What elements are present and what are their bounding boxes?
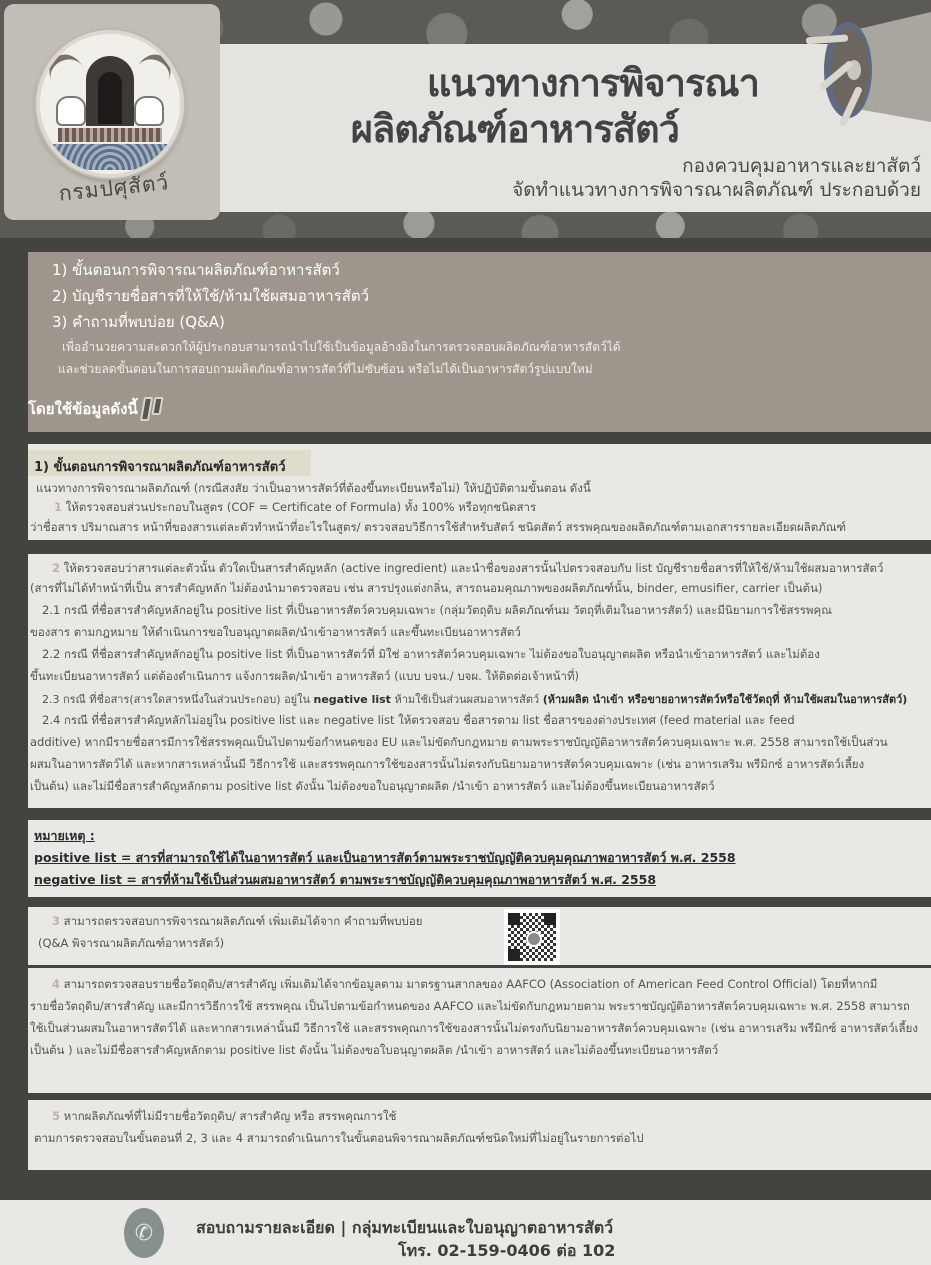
header-banner [0,0,931,238]
intro-description-line-2: และช่วยลดขั้นตอนในการสอบถามผลิตภัณฑ์อาหารสัตว์ที่ไม่ซับซ้อน หรือไม่ได้เป็นอาหารสัตว์รูปแบบใหม่ [58,362,593,376]
negative-list-definition: negative list = สารที่ห้ามใช้เป็นส่วนผสมอาหารสัตว์ ตามพระราชบัญญัติควบคุมคุณภาพอาหารสัตว์ พ.ศ. 2558 [34,872,657,887]
step-number: 3 [52,914,61,928]
step-4-line-2: รายชื่อวัตถุดิบ/สารสำคัญ และมีการวิธีการใช้ สรรพคุณ เป็นไปตามข้อกำหนดของ AAFCO และไม่ขัดกับกฎหมายตาม พระราชบัญญัติอาหารสัตว์ควบคุมเฉพาะ พ.ศ. 2558 สามารถ [30,999,910,1013]
case-2-3-mid: ห้ามใช้เป็นส่วนผสมอาหารสัตว์ [394,693,540,706]
note-label: หมายเหตุ : [34,828,95,843]
step-4-line-3: ใช้เป็นส่วนผสมในอาหารสัตว์ได้ และหากสารเหล่านั้นมี วิธีการใช้ และสรรพคุณการใช้ของสารนั้นไม่ตรงกับนิยามอาหารสัตว์ควบคุมเฉพาะ (เช่น อาหารเสริม พรีมิกซ์ อาหารสัตว์เลี้ยง [30,1021,918,1035]
case-2-2-line-1: 2.2 กรณี ที่ชื่อสารสำคัญหลักอยู่ใน positive list ที่เป็นอาหารสัตว์ที่ มิใช่ อาหารสัตว์ควบคุมเฉพาะ ไม่ต้องขอใบอนุญาตผลิต หรือนำเข้าอาหารสัตว์ และไม่ต้อง [42,647,820,661]
step-2-line-2: (สารที่ไม่ได้ทำหน้าที่เป็น สารสำคัญหลัก ไม่ต้องนำมาตรวจสอบ เช่น สารปรุงแต่งกลิ่น, สารถนอมคุณภาพของผลิตภัณฑ์นั้น, binder, emusifier, carrier เป็นต้น) [30,581,823,595]
seal-horse-icon [134,96,164,126]
seal-ornament-left-icon [43,49,91,100]
seal-waves-icon [50,144,170,170]
page-title [351,60,759,152]
case-2-1-line-2: ของสาร ตามกฎหมาย ให้ดำเนินการขอใบอนุญาตผลิต/นำเข้าอาหารสัตว์ และขึ้นทะเบียนอาหารสัตว์ [30,625,521,639]
section-1-lead: แนวทางการพิจารณาผลิตภัณฑ์ (กรณีสงสัย ว่าเป็นอาหารสัตว์ที่ต้องขึ้นทะเบียนหรือไม่) ให้ปฏิบัติตามขั้นตอน ดังนี้ [36,481,591,495]
section-1-step-1 [54,499,536,517]
step-number: 2 [52,561,61,575]
section-2-step-2 [52,560,883,578]
step-number: 1 [54,500,63,514]
step-1-line-2: ว่าชื่อสาร ปริมาณสาร หน้าที่ของสารแต่ละตัวทำหน้าที่อะไรในสูตร/ ตรวจสอบวิธีการใช้สำหรับสัตว์ ชนิดสัตว์ สรรพคุณของผลิตภัณฑ์ตามเอกสารรายละเอียดผลิตภัณฑ์ [30,520,847,534]
step-1-line-1: ให้ตรวจสอบส่วนประกอบในสูตร (COF = Certificate of Formula) ทั้ง 100% หรือทุกชนิดสาร [65,500,537,514]
seal-cow-icon [56,96,86,126]
case-2-3-prefix: 2.3 กรณี ที่ชื่อสาร(สารใดสารหนึ่งในส่วนประกอบ) อยู่ใน [42,693,311,706]
intro-item-1: 1) ขั้นตอนการพิจารณาผลิตภัณฑ์อาหารสัตว์ [52,261,340,279]
step-4-line-4: เป็นต้น ) และไม่มีชื่อสารสำคัญหลักตาม positive list ดังนั้น ไม่ต้องขอใบอนุญาตผลิต /นำเข้า อาหารสัตว์ และไม่ต้องขึ้นทะเบียนอาหารสัตว์ [30,1043,719,1057]
section-1-panel [28,444,931,540]
qr-code-icon [508,913,556,961]
step-4-line-1: สามารถตรวจสอบรายชื่อวัตถุดิบ/สารสำคัญ เพิ่มเติมได้จากข้อมูลตาม มาตรฐานสากลของ AAFCO (Association of American Feed Control Official) โดยที่หากมี [63,977,878,991]
step-5-line-2: ตามการตรวจสอบในขั้นตอนที่ 2, 3 และ 4 สามารถดำเนินการในขั้นตอนพิจารณาผลิตภัณฑ์ชนิดใหม่ที่ไม่อยู่ในรายการต่อไป [34,1131,644,1145]
section-4-panel [28,968,931,1093]
title-line-2: ผลิตภัณฑ์อาหารสัตว์ [350,107,679,151]
negative-list-term: negative list [313,693,391,706]
section-1-heading: 1) ขั้นตอนการพิจารณาผลิตภัณฑ์อาหารสัตว์ [28,450,311,476]
using-data-label [28,397,162,421]
case-2-4-line-2: additive) หากมีรายชื่อสารมีการใช้สรรพคุณเป็นไปตามข้อกำหนดของ EU และไม่ขัดกับกฎหมาย ตามพระราชบัญญัติอาหารสัตว์ควบคุมเฉพาะ พ.ศ. 2558 สามารถใช้เป็นส่วน [30,735,888,749]
case-2-3 [42,690,907,708]
seal-base-icon [58,128,162,142]
note-panel [28,820,931,897]
contact-line: สอบถามรายละเอียด | กลุ่มทะเบียนและใบอนุญาตอาหารสัตว์ [196,1218,614,1237]
megaphone-icon [806,12,931,132]
section-4-step-4 [52,976,877,994]
intro-description-line-1: เพื่ออำนวยความสะดวกให้ผู้ประกอบสามารถนำไปใช้เป็นข้อมูลอ้างอิงในการตรวจสอบผลิตภัณฑ์อาหารสัตว์ได้ [62,340,621,354]
section-5-step-5 [52,1108,396,1126]
phone-number[interactable]: โทร. 02-159-0406 ต่อ 102 [398,1241,616,1260]
section-3-panel [28,907,931,965]
section-5-panel [28,1100,931,1170]
title-line-1: แนวทางการพิจารณา [426,61,759,105]
phone-icon: ✆ [124,1208,164,1258]
step-3-line-2: (Q&A พิจารณาผลิตภัณฑ์อาหารสัตว์) [38,936,225,950]
step-number: 4 [52,977,61,991]
case-2-1-line-1: 2.1 กรณี ที่ชื่อสารสำคัญหลักอยู่ใน positive list ที่เป็นอาหารสัตว์ควบคุมเฉพาะ (กลุ่มวัตถุดิบ ผลิตภัณฑ์นม วัตถุที่เติมในอาหารสัตว์) และมีนิยามการใช้สรรพคุณ [42,603,832,617]
subtitle-line-2: จัดทำแนวทางการพิจารณาผลิตภัณฑ์ ประกอบด้วย [512,179,921,201]
exclamation-icon [142,397,162,421]
case-2-4-line-1: 2.4 กรณี ที่ชื่อสารสำคัญหลักไม่อยู่ใน positive list และ negative list ให้ตรวจสอบ ชื่อสารตาม list ชื่อสารของต่างประเทศ (feed material และ feed [42,713,795,727]
case-2-2-line-2: ขึ้นทะเบียนอาหารสัตว์ แต่ต้องดำเนินการ แจ้งการผลิต/นำเข้า อาหารสัตว์ (แบบ บจน./ บจผ. ให้ติดต่อเจ้าหน้าที่) [30,669,580,683]
case-2-4-line-3: ผสมในอาหารสัตว์ได้ และหากสารเหล่านั้นมี วิธีการใช้ และสรรพคุณการใช้ของสารนั้นไม่ตรงกับนิยามอาหารสัตว์ควบคุมเฉพาะ (เช่น อาหารเสริม พรีมิกซ์ อาหารสัตว์เลี้ยง [30,757,865,771]
case-2-3-prohibition: (ห้ามผลิต นำเข้า หรือขายอาหารสัตว์หรือใช้วัตถุที่ ห้ามใช้ผสมในอาหารสัตว์) [542,693,908,706]
case-2-4-line-4: เป็นต้น) และไม่มีชื่อสารสำคัญหลักตาม positive list ดังนั้น ไม่ต้องขอใบอนุญาตผลิต /นำเข้า อาหารสัตว์ และไม่ต้องขึ้นทะเบียนอาหารสัตว์ [30,779,715,793]
seal-figure-icon [98,72,122,124]
page-subtitle [512,154,921,202]
logo-caption: กรมปศุสัตว์ [57,170,171,206]
contact-footer [0,1200,931,1265]
seal-ornament-right-icon [129,49,177,100]
step-3-line-1: สามารถตรวจสอบการพิจารณาผลิตภัณฑ์ เพิ่มเติมได้จาก คำถามที่พบบ่อย [63,914,423,928]
intro-item-2: 2) บัญชีรายชื่อสารที่ให้ใช้/ห้ามใช้ผสมอาหารสัตว์ [52,287,370,305]
section-3-step-3 [52,913,422,931]
step-number: 5 [52,1109,61,1123]
step-5-line-1: หากผลิตภัณฑ์ที่ไม่มีรายชื่อวัตถุดิบ/ สารสำคัญ หรือ สรรพคุณการใช้ [63,1109,397,1123]
subtitle-line-1: กองควบคุมอาหารและยาสัตว์ [682,155,921,177]
department-seal-logo [36,30,184,178]
using-data-text: โดยใช้ข้อมูลดังนี้ [28,400,138,418]
section-2-panel [28,554,931,808]
step-2-line-1: ให้ตรวจสอบว่าสารแต่ละตัวนั้น ตัวใดเป็นสารสำคัญหลัก (active ingredient) และนำชื่อของสารนั้นไปตรวจสอบกับ list บัญชีรายชื่อสารที่ให้ใช้/ห้ามใช้ผสมอาหารสัตว์ [63,561,884,575]
positive-list-definition: positive list = สารที่สามารถใช้ได้ในอาหารสัตว์ และเป็นอาหารสัตว์ตามพระราชบัญญัติควบคุมคุณภาพอาหารสัตว์ พ.ศ. 2558 [34,850,736,865]
intro-item-3: 3) คำถามที่พบบ่อย (Q&A) [52,313,225,331]
intro-panel [28,252,931,432]
logo-card [4,4,220,220]
qa-qr-code[interactable] [504,909,560,965]
